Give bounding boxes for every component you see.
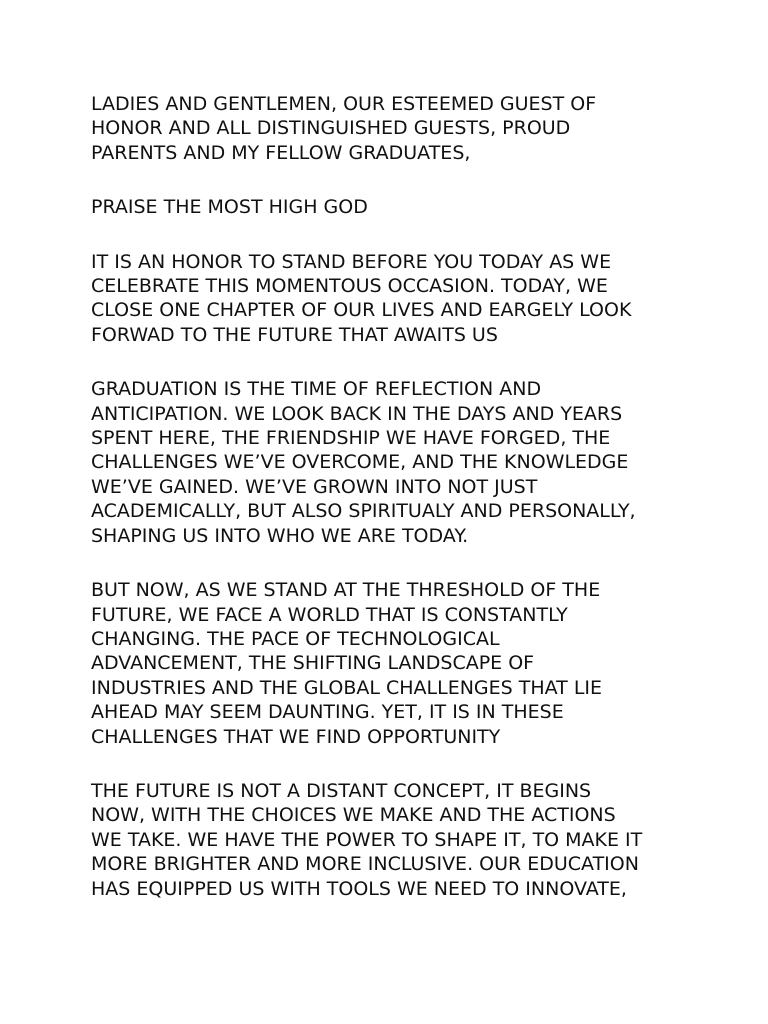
text-line: AHEAD MAY SEEM DAUNTING. YET, IT IS IN THESE [91,701,564,724]
text-line: SPENT HERE, THE FRIENDSHIP WE HAVE FORGED, THE [91,427,611,450]
document-page [91,92,691,931]
text-line: CLOSE ONE CHAPTER OF OUR LIVES AND EARGELY LOOK [91,299,632,322]
text-line: FUTURE, WE FACE A WORLD THAT IS CONSTANTLY [91,603,568,626]
text-line: PARENTS AND MY FELLOW GRADUATES, [91,141,471,164]
text-line: PRAISE THE MOST HIGH GOD [91,196,368,219]
text-line: ADVANCEMENT, THE SHIFTING LANDSCAPE OF [91,652,535,675]
text-line: THE FUTURE IS NOT A DISTANT CONCEPT, IT BEGINS [91,779,592,802]
text-line: CHALLENGES WE’VE OVERCOME, AND THE KNOWLEDGE [91,451,629,474]
text-line: HAS EQUIPPED US WITH TOOLS WE NEED TO INNOVATE, [91,877,627,900]
paragraph-salutation [91,92,691,165]
text-line: CHALLENGES THAT WE FIND OPPORTUNITY [91,725,501,748]
text-line: INDUSTRIES AND THE GLOBAL CHALLENGES THAT LIE [91,676,603,699]
text-line: CELEBRATE THIS MOMENTOUS OCCASION. TODAY, WE [91,275,608,298]
text-line: MORE BRIGHTER AND MORE INCLUSIVE. OUR EDUCATION [91,853,639,876]
text-line: BUT NOW, AS WE STAND AT THE THRESHOLD OF THE [91,579,601,602]
text-line: NOW, WITH THE CHOICES WE MAKE AND THE ACTIONS [91,804,616,827]
text-line: HONOR AND ALL DISTINGUISHED GUESTS, PROUD [91,117,571,140]
paragraph-future [91,779,691,901]
text-line: LADIES AND GENTLEMEN, OUR ESTEEMED GUEST OF [91,93,597,115]
text-line: FORWAD TO THE FUTURE THAT AWAITS US [91,323,498,346]
paragraph-praise [91,195,691,219]
text-line: CHANGING. THE PACE OF TECHNOLOGICAL [91,627,500,650]
text-line: GRADUATION IS THE TIME OF REFLECTION AND [91,378,542,401]
text-line: WE’VE GAINED. WE’VE GROWN INTO NOT JUST [91,475,538,498]
text-line: SHAPING US INTO WHO WE ARE TODAY. [91,524,469,547]
text-line: WE TAKE. WE HAVE THE POWER TO SHAPE IT, TO MAKE IT [91,828,643,851]
paragraph-honor [91,250,691,348]
text-line: ACADEMICALLY, BUT ALSO SPIRITUALY AND PERSONALLY, [91,500,636,523]
paragraph-reflection [91,377,691,548]
text-line: IT IS AN HONOR TO STAND BEFORE YOU TODAY AS WE [91,250,612,273]
paragraph-threshold [91,578,691,749]
text-line: ANTICIPATION. WE LOOK BACK IN THE DAYS AND YEARS [91,402,623,425]
